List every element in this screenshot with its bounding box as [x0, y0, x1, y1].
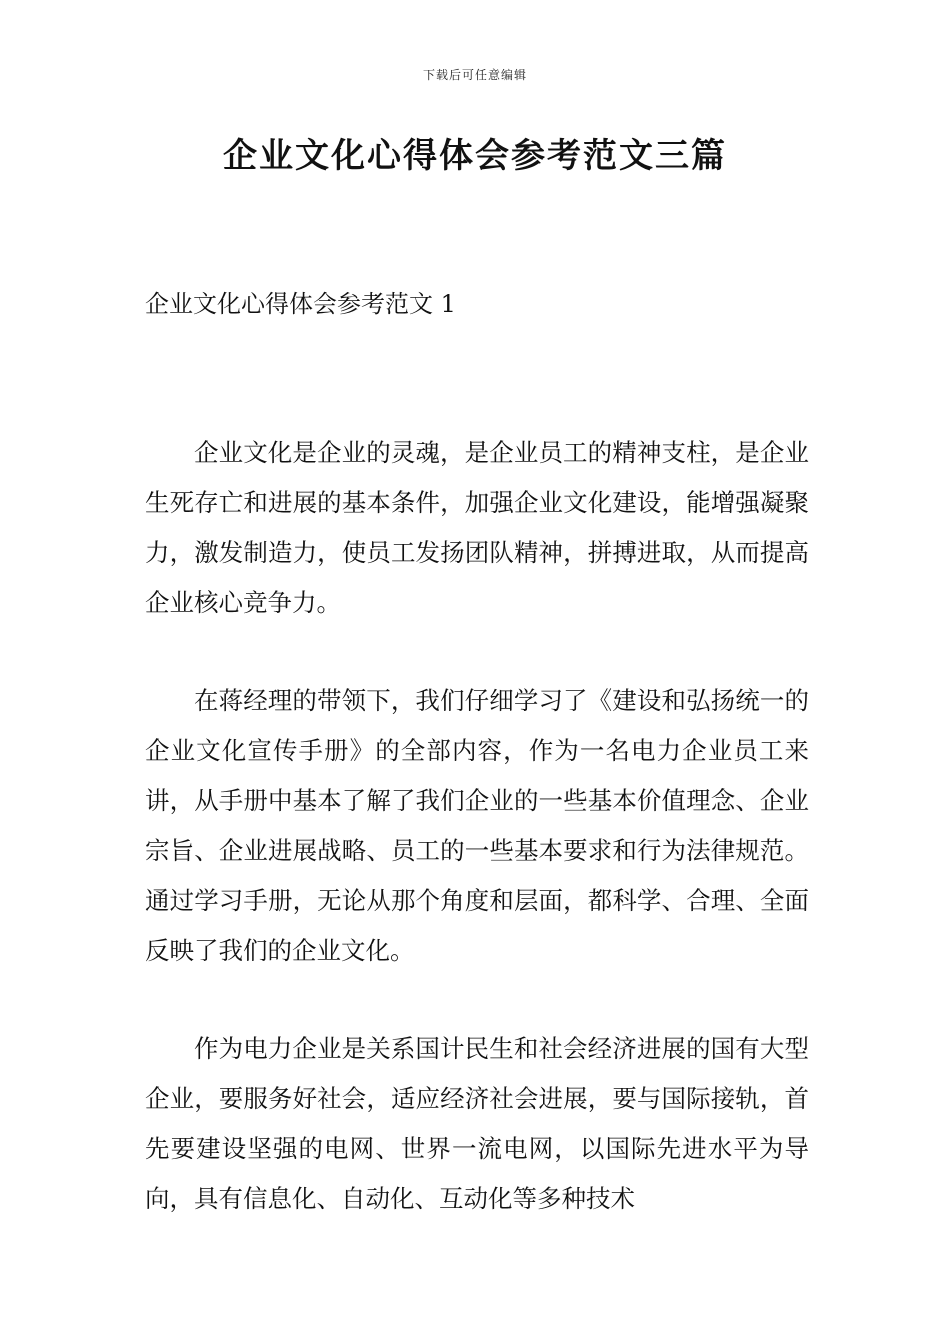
paragraph-3: 作为电力企业是关系国计民生和社会经济进展的国有大型企业，要服务好社会，适应经济社会进展，要与国际接轨，首先要建设坚强的电网、世界一流电网，以国际先进水平为导向，具有信息化、自动化、互动化等多种技术	[145, 1034, 809, 1213]
paragraph-1: 企业文化是企业的灵魂，是企业员工的精神支柱，是企业生死存亡和进展的基本条件，加强企业文化建设，能增强凝聚力，激发制造力，使员工发扬团队精神，拼搏进取，从而提高企业核心竞争力。	[145, 438, 809, 617]
document-title: 企业文化心得体会参考范文三篇	[223, 136, 727, 176]
section-subtitle: 企业文化心得体会参考范文 1	[145, 290, 456, 318]
paragraph-2: 在蒋经理的带领下，我们仔细学习了《建设和弘扬统一的企业文化宣传手册》的全部内容，作为一名电力企业员工来讲，从手册中基本了解了我们企业的一些基本价值理念、企业宗旨、企业进展战略、员工的一些基本要求和行为法律规范。通过学习手册，无论从那个角度和层面，都科学、合理、全面反映了我们的企业文化。	[145, 686, 809, 965]
header-note: 下载后可任意编辑	[422, 68, 527, 82]
body-text	[145, 428, 809, 1272]
